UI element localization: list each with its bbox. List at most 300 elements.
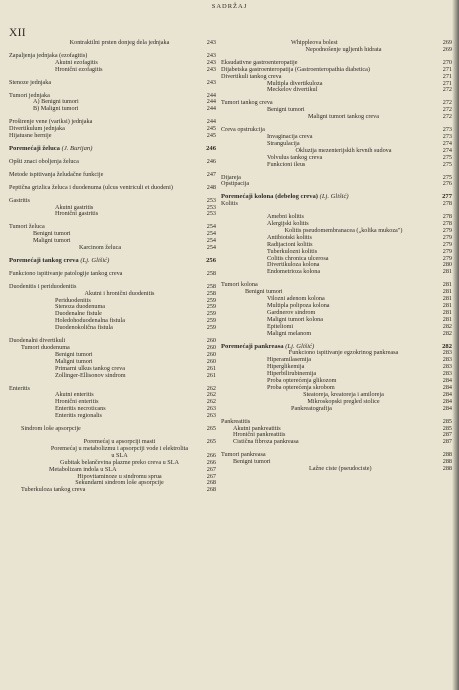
toc-entry-text: Kolitis pseudomembranacea („kolika mukoza") — [284, 226, 403, 234]
toc-entry-page: 275 — [442, 173, 452, 181]
toc-entry-title — [9, 271, 216, 278]
toc-entry — [221, 214, 452, 221]
toc-entry-page: 284 — [442, 404, 452, 412]
toc-entry-text: Hronični ezofagitis — [55, 65, 103, 73]
toc-entry-page: 281 — [442, 288, 452, 296]
toc-entry-page: 245 — [206, 132, 216, 140]
spine-shadow — [452, 0, 459, 690]
toc-entry-page: 244 — [206, 91, 216, 99]
toc-entry — [221, 242, 452, 249]
toc-entry — [9, 399, 216, 406]
toc-entry-page: 281 — [442, 315, 452, 323]
toc-entry-text: Hronični enteritis — [55, 398, 99, 406]
toc-entry-page: 273 — [442, 132, 452, 140]
toc-entry-title — [221, 81, 452, 88]
toc-entry — [221, 249, 452, 256]
toc-entry-page: 285 — [442, 417, 452, 425]
toc-entry-text: Invaginacija creva — [267, 132, 313, 140]
toc-entry-text: Poremećaji želuca — [9, 144, 60, 152]
toc-entry-text: Tuberkulozni kolitis — [267, 247, 318, 255]
toc-entry-page: 258 — [206, 269, 216, 277]
toc-entry-text: Maligni melanom — [267, 329, 312, 337]
toc-entry-page: 272 — [442, 106, 452, 114]
toc-entry — [9, 67, 216, 74]
toc-entry-text: Poremećaj u apsorpciji masti — [83, 437, 156, 445]
toc-entry-text: Benigni tumori — [267, 106, 305, 114]
toc-entry — [221, 228, 452, 235]
toc-entry-title — [9, 80, 216, 87]
toc-entry-page: 245 — [206, 125, 216, 133]
toc-entry — [9, 159, 216, 166]
toc-entry-text: Strangulacija — [267, 139, 300, 147]
toc-entry-title — [221, 317, 452, 324]
toc-entry-title — [9, 40, 216, 47]
toc-entry-page: 288 — [442, 458, 452, 466]
toc-entry-title — [221, 242, 452, 249]
toc-entry-text: Maligni tumori — [33, 237, 71, 245]
toc-entry-page: 243 — [206, 39, 216, 46]
toc-entry-text: Mikroskopski pregled stolice — [307, 397, 380, 405]
toc-entry-title — [9, 185, 216, 192]
toc-left-column — [9, 40, 216, 494]
toc-entry — [9, 205, 216, 212]
toc-entry-page: 280 — [442, 261, 452, 269]
page-number: XII — [9, 27, 26, 39]
toc-entry — [9, 426, 216, 433]
toc-entry-page: 258 — [206, 289, 216, 297]
toc-entry — [221, 74, 452, 81]
toc-entry — [9, 106, 216, 113]
toc-entry-page: 259 — [206, 317, 216, 325]
toc-entry-text: Tumori kolona — [221, 281, 258, 289]
toc-entry-page: 282 — [442, 342, 452, 350]
toc-entry-text: Eksudativne gastroenteropatije — [221, 58, 298, 66]
toc-entry-title — [221, 289, 452, 296]
toc-entry — [221, 439, 452, 446]
toc-entry-page: 283 — [442, 370, 452, 378]
toc-entry — [221, 364, 452, 371]
toc-entry-text: Alergijski kolitis — [267, 220, 309, 228]
toc-entry-text: Duodenokolična fistula — [55, 324, 113, 332]
toc-entry-page: 270 — [442, 58, 452, 66]
toc-entry-page: 263 — [206, 405, 216, 413]
toc-entry-title — [221, 74, 452, 81]
toc-entry-page: 281 — [442, 302, 452, 309]
toc-entry — [221, 47, 452, 54]
toc-entry-title — [9, 133, 216, 140]
toc-entry — [221, 162, 452, 169]
toc-entry-text: Tumori duodenuma — [21, 344, 70, 351]
toc-entry-title — [221, 181, 452, 188]
toc-entry-page: 279 — [442, 233, 452, 241]
toc-entry-text: Poremećaj u metabolizmu i apsorpciji vode i elektrolita u SLA — [50, 444, 189, 459]
toc-entry-text: Gastritis — [9, 196, 30, 204]
toc-entry — [221, 289, 452, 296]
toc-entry-text: Zollinger-Ellisonov sindrom — [55, 371, 126, 379]
toc-entry-title — [221, 148, 452, 155]
toc-entry-title — [9, 211, 216, 218]
toc-entry-text: Duodenitis i periduodenitis — [9, 282, 77, 290]
toc-entry — [221, 317, 452, 324]
toc-entry-text: Metode ispitivanja želudačne funkcije — [9, 170, 104, 178]
toc-entry-text: Tumori želuca — [9, 223, 45, 231]
toc-entry-page: 246 — [206, 157, 216, 165]
toc-entry-text: Proba opterećenja skrobom — [267, 383, 335, 391]
toc-entry-title — [9, 304, 216, 311]
toc-entry-text: Antibiotski kolitis — [267, 233, 312, 241]
toc-entry-text: Stenoze jednjaka — [9, 78, 52, 86]
toc-entry-text: Gubitak belančevina plazme preko creva u SLA — [60, 458, 179, 466]
toc-entry-text: Poremećaji pankreasa — [221, 342, 284, 350]
toc-entry-text: Periduodenitis — [55, 296, 91, 304]
toc-entry-page: 283 — [442, 363, 452, 371]
toc-entry — [221, 127, 452, 134]
toc-entry-page: 243 — [206, 65, 216, 73]
toc-entry-title — [9, 426, 216, 433]
toc-entry-page: 254 — [206, 230, 216, 238]
toc-entry-text: Hijatusne hernije — [9, 132, 52, 140]
toc-entry-title — [221, 134, 452, 141]
toc-entry-text: Meckelov divertikul — [267, 86, 318, 94]
toc-entry-page: 253 — [206, 203, 216, 211]
toc-entry-title — [221, 399, 452, 406]
toc-entry-title — [9, 53, 216, 60]
toc-entry-page: 269 — [442, 45, 452, 53]
toc-entry-text: Pankreatografija — [291, 404, 332, 412]
toc-entry-author: (Lj. Glišić) — [80, 256, 110, 264]
toc-entry-title — [9, 146, 216, 153]
toc-entry-text: Funkciono ispitivanje egzokrinog pankreasa — [288, 349, 399, 357]
toc-entry-page: 284 — [442, 377, 452, 385]
toc-entry-title — [221, 175, 452, 182]
toc-entry-title — [9, 446, 216, 460]
toc-entry-page: 278 — [442, 220, 452, 228]
toc-entry — [221, 406, 452, 413]
toc-entry-text: Akutni pankreatitis — [233, 424, 281, 432]
toc-entry-page: 279 — [442, 240, 452, 248]
toc-entry-title — [221, 155, 452, 162]
toc-entry — [221, 134, 452, 141]
toc-entry-text: Opšti znaci oboljenja želuca — [9, 157, 79, 165]
toc-entry-page: 254 — [206, 244, 216, 252]
toc-entry-text: Amebni kolitis — [267, 213, 304, 221]
toc-entry-page: 258 — [206, 282, 216, 290]
toc-entry-page: 274 — [442, 146, 452, 154]
toc-entry-text: Vilozni adenom kolona — [267, 295, 325, 303]
toc-entry-page: 287 — [442, 431, 452, 439]
toc-entry-title — [221, 100, 452, 107]
toc-entry-text: Enteritis regionalis — [55, 412, 102, 420]
toc-entry-page: 285 — [442, 424, 452, 432]
toc-entry — [9, 406, 216, 413]
toc-entry-title — [221, 47, 452, 54]
toc-entry — [9, 53, 216, 60]
toc-entry-title — [221, 256, 452, 263]
toc-entry — [9, 146, 216, 153]
toc-entry-title — [9, 399, 216, 406]
toc-entry — [9, 413, 216, 420]
toc-entry-page: 256 — [206, 256, 216, 264]
toc-entry-title — [221, 114, 452, 121]
toc-entry — [221, 303, 452, 310]
toc-entry-page: 260 — [206, 337, 216, 345]
toc-entry-page: 244 — [206, 98, 216, 106]
toc-entry-page: 276 — [442, 180, 452, 188]
toc-entry-page: 259 — [206, 310, 216, 318]
toc-entry-text: Tuberkuloza tankog creva — [21, 486, 86, 494]
toc-entry-page: 243 — [206, 78, 216, 86]
toc-entry-text: Dijareja — [221, 173, 241, 181]
toc-entry-text: Zapaljenja jednjaka (ezofagitis) — [9, 51, 88, 59]
toc-entry — [9, 271, 216, 278]
toc-entry — [221, 357, 452, 364]
toc-entry — [221, 201, 452, 208]
toc-entry-text: Tumori pankreasa — [221, 451, 266, 459]
toc-entry-page: 274 — [442, 139, 452, 147]
toc-entry-text: Peptična grizlica želuca i duodenuma (ulcus ventriculi et duodeni) — [9, 183, 173, 191]
toc-entry — [9, 80, 216, 87]
toc-entry-text: Stenoza duodenuma — [55, 303, 106, 311]
toc-entry-title — [221, 324, 452, 331]
toc-entry-page: 281 — [442, 308, 452, 316]
toc-entry-title — [221, 162, 452, 169]
toc-entry-page: 265 — [206, 425, 216, 433]
running-header: SADRŽAJ — [211, 3, 248, 10]
toc-entry-text: Benigni tumori — [55, 350, 93, 358]
toc-entry-page: 244 — [206, 105, 216, 113]
toc-entry-text: Benigni tumori — [245, 288, 283, 296]
toc-entry-text: Proširenje vene (variksi) jednjaka — [9, 118, 93, 126]
toc-entry — [221, 269, 452, 276]
toc-entry-text: Steatoreja, kreatoreja i amiloreja — [303, 390, 384, 398]
toc-entry-text: Hiperglikemija — [267, 363, 305, 371]
toc-entry-title — [221, 378, 452, 385]
toc-entry-title — [9, 298, 216, 305]
toc-entry — [9, 172, 216, 179]
toc-entry-title — [9, 345, 216, 352]
toc-entry-page: 279 — [442, 226, 452, 234]
toc-entry-text: Opstipacija — [221, 180, 250, 188]
toc-entry-text: Kolitis — [221, 200, 238, 208]
toc-entry-page: 268 — [206, 479, 216, 487]
toc-entry-title — [9, 392, 216, 399]
toc-entry-title — [221, 331, 452, 338]
toc-entry-text: Maligni tumori kolona — [267, 315, 324, 323]
toc-entry-text: Divertikulum jednjaka — [9, 125, 65, 133]
toc-entry-text: Hipovitaminoze u sindromu sprua — [77, 472, 162, 480]
toc-entry-page: 272 — [442, 113, 452, 121]
toc-entry — [221, 194, 452, 201]
toc-entry-page: 287 — [442, 438, 452, 446]
toc-entry-text: Maligni tumori tankog creva — [308, 113, 379, 121]
toc-entry-title — [221, 214, 452, 221]
toc-entry-text: Volvulus tankog creva — [267, 153, 323, 161]
toc-entry-title — [221, 262, 452, 269]
toc-entry-page: 266 — [206, 458, 216, 466]
toc-entry-page: 267 — [206, 472, 216, 480]
toc-entry — [221, 114, 452, 121]
toc-entry-page: 243 — [206, 58, 216, 66]
toc-entry — [221, 331, 452, 338]
toc-entry-text: Divertikuli tankog creva — [221, 72, 282, 80]
toc-entry-page: 265 — [206, 437, 216, 445]
toc-entry — [221, 378, 452, 385]
toc-entry — [221, 466, 452, 473]
toc-entry-page: 277 — [442, 193, 452, 201]
toc-entry-title — [221, 201, 452, 208]
toc-entry-text: Dijabetska gastroenteropatija (Gastroenteropathia diabetica) — [221, 65, 370, 73]
toc-entry-page: 259 — [206, 303, 216, 311]
toc-entry-title — [221, 466, 452, 473]
toc-entry-text: Tumori jednjaka — [9, 91, 50, 99]
toc-entry — [9, 133, 216, 140]
toc-entry-text: Creva opstrukcija — [221, 126, 265, 134]
toc-entry-text: Poremećaji tankog creva — [9, 256, 79, 264]
toc-entry-title — [9, 205, 216, 212]
toc-entry-title — [9, 325, 216, 332]
toc-entry-title — [221, 303, 452, 310]
toc-entry-title — [9, 60, 216, 67]
toc-entry-page: 260 — [206, 350, 216, 358]
toc-entry-title — [9, 386, 216, 393]
toc-entry — [221, 87, 452, 94]
toc-entry-title — [221, 350, 452, 357]
toc-entry-text: Benigni tumori — [33, 230, 71, 238]
toc-entry-title — [221, 406, 452, 413]
toc-entry — [9, 245, 216, 252]
toc-entry-page: 279 — [442, 254, 452, 262]
toc-entry — [9, 386, 216, 393]
toc-entry-text: Kontraktilni prsten donjeg dela jednjaka — [69, 39, 170, 46]
toc-entry-page: 281 — [442, 295, 452, 303]
toc-entry-title — [9, 373, 216, 380]
toc-entry-text: Akutni gastritis — [55, 203, 94, 211]
toc-entry-page: 271 — [442, 79, 452, 87]
toc-entry — [221, 256, 452, 263]
toc-entry-title — [221, 357, 452, 364]
toc-entry-title — [9, 172, 216, 179]
toc-entry — [9, 304, 216, 311]
toc-entry-text: Duodenalne fistule — [55, 310, 102, 318]
toc-entry-page: 282 — [442, 322, 452, 330]
toc-entry — [221, 262, 452, 269]
toc-entry — [221, 324, 452, 331]
toc-entry — [221, 235, 452, 242]
toc-entry-author: (Lj. Glišić) — [285, 342, 315, 350]
toc-entry-page: 273 — [442, 126, 452, 134]
toc-entry-page: 262 — [206, 391, 216, 399]
toc-entry-title — [9, 258, 216, 265]
toc-entry-text: Okluzija mezenterijskih krvnih sudova — [295, 146, 392, 154]
toc-entry-page: 281 — [442, 281, 452, 289]
toc-entry-page: 254 — [206, 223, 216, 231]
toc-entry-text: Epiteliomi — [267, 322, 294, 330]
toc-entry-text: Tumori tankog creva — [221, 99, 273, 107]
toc-entry-page: 263 — [206, 412, 216, 420]
toc-entry-text: Hronični gastritis — [55, 210, 99, 218]
toc-entry-page: 278 — [442, 213, 452, 221]
toc-entry-page: 271 — [442, 72, 452, 80]
toc-entry — [9, 446, 216, 460]
toc-entry-text: Multipla divertikuloza — [267, 79, 323, 87]
toc-entry-text: Poremećaji kolona (debelog creva) — [221, 193, 318, 201]
toc-entry-page: 247 — [206, 170, 216, 178]
toc-entry-page: 272 — [442, 99, 452, 107]
toc-entry-author: (J. Burijan) — [61, 144, 93, 152]
toc-entry-page: 288 — [442, 451, 452, 459]
toc-entry-title — [9, 159, 216, 166]
toc-entry-text: B) Maligni tumori — [33, 105, 79, 113]
toc-entry-text: Nepodnošenje ugljenih hidrata — [305, 45, 382, 53]
toc-entry-page: 284 — [442, 390, 452, 398]
toc-entry — [221, 100, 452, 107]
toc-entry — [9, 392, 216, 399]
toc-entry-title — [221, 228, 452, 235]
toc-entry-title — [9, 245, 216, 252]
toc-entry-page: 254 — [206, 237, 216, 245]
toc-entry-page: 283 — [442, 356, 452, 364]
toc-entry — [9, 291, 216, 298]
toc-entry-page: 262 — [206, 398, 216, 406]
toc-entry-text: Sekundarni sindrom loše apsorpcije — [75, 479, 164, 487]
toc-entry-page: 253 — [206, 210, 216, 218]
toc-entry-title — [221, 269, 452, 276]
toc-entry-text: Enteritis — [9, 384, 30, 392]
toc-entry-text: Pankreatitis — [221, 417, 251, 425]
toc-entry — [9, 211, 216, 218]
toc-entry-title — [9, 406, 216, 413]
toc-entry — [9, 185, 216, 192]
toc-entry-text: Gardnerov sindrom — [267, 308, 316, 316]
toc-entry-page: 282 — [442, 329, 452, 337]
toc-entry-text: Cistična fibroza pankreasa — [233, 438, 299, 446]
toc-right-column — [221, 40, 452, 473]
toc-entry-text: Akutni ezofagitis — [55, 58, 98, 66]
toc-entry-page: 260 — [206, 344, 216, 351]
toc-entry-page: 244 — [206, 118, 216, 126]
toc-entry-page: 261 — [206, 371, 216, 379]
toc-entry-page: 275 — [442, 153, 452, 161]
toc-entry-page: 284 — [442, 383, 452, 391]
toc-entry-title — [9, 67, 216, 74]
toc-entry — [9, 345, 216, 352]
toc-entry-page: 279 — [442, 247, 452, 255]
toc-entry — [9, 352, 216, 359]
toc-entry-text: A) Benigni tumori — [33, 98, 79, 106]
toc-entry-page: 275 — [442, 160, 452, 168]
toc-entry-text: Proba opterećenja glikozom — [267, 377, 337, 385]
toc-entry-page: 268 — [206, 486, 216, 494]
toc-entry-text: Benigni tumori — [233, 458, 271, 466]
toc-entry-title — [221, 371, 452, 378]
toc-entry-page: 284 — [442, 397, 452, 405]
toc-entry-text: Metabolizam indola u SLA — [49, 465, 117, 473]
toc-entry-text: Divertikuloza kolona — [267, 261, 320, 269]
toc-entry-title — [221, 439, 452, 446]
toc-entry-title — [221, 194, 452, 201]
toc-entry — [221, 181, 452, 188]
toc-entry — [221, 155, 452, 162]
toc-entry-page: 248 — [206, 183, 216, 191]
toc-entry-text: Hiperamilasemija — [267, 356, 311, 364]
toc-entry — [221, 175, 452, 182]
toc-entry — [9, 258, 216, 265]
toc-entry-page: 267 — [206, 465, 216, 473]
toc-entry — [221, 81, 452, 88]
toc-entry-page: 259 — [206, 296, 216, 304]
toc-entry — [221, 371, 452, 378]
toc-entry-page: 262 — [206, 384, 216, 392]
